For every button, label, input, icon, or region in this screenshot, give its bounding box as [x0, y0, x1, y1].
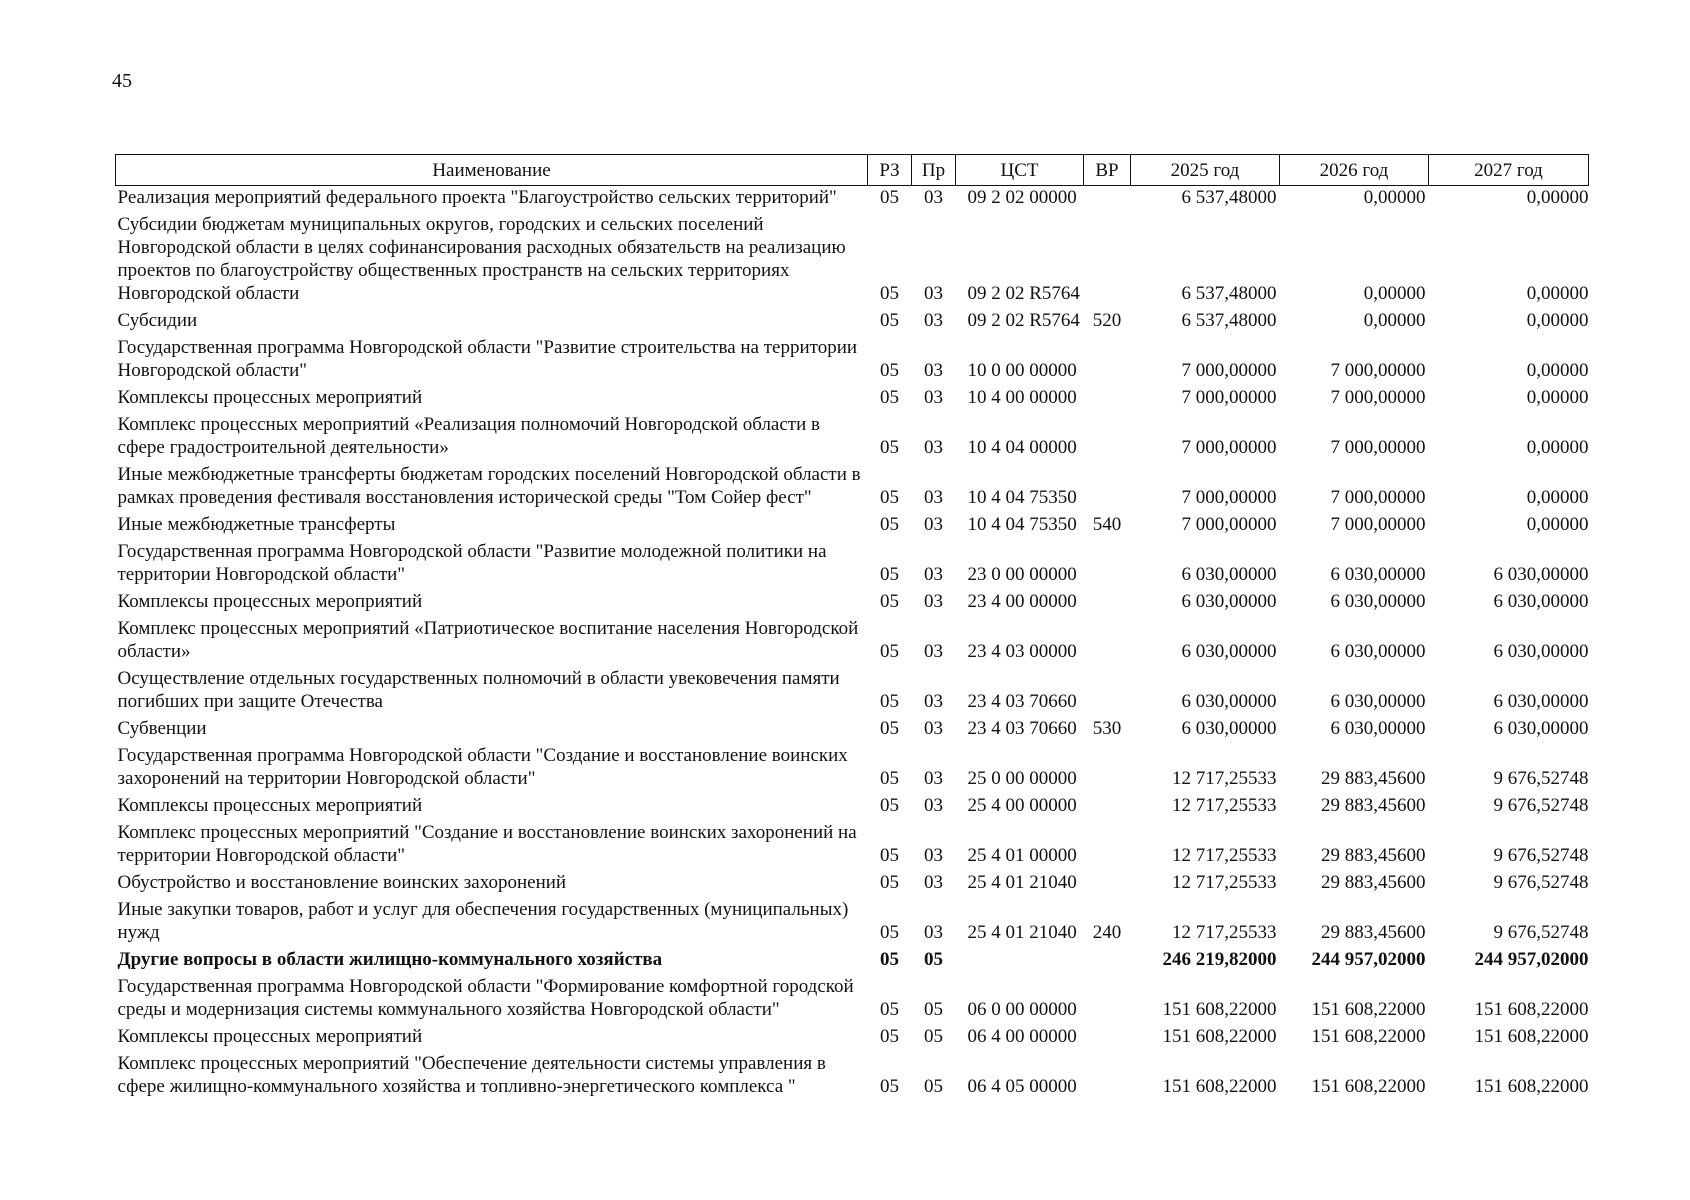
row-vr-cell: 520: [1092, 310, 1122, 331]
row-2026-cell: 29 883,45600: [1321, 872, 1426, 893]
row-cst-cell: 25 4 01 21040: [967, 872, 1077, 893]
row-name-cell: Государственная программа Новгородской области "Развитие строительства на территории Новгородской области": [117, 337, 858, 381]
row-pr-cell: 03: [924, 360, 943, 381]
row-cst-cell: 10 0 00 00000: [967, 360, 1077, 381]
row-2026-cell: 0,00000: [1363, 187, 1426, 208]
row-vr-cell: [1084, 744, 1131, 794]
row-name-cell: Субсидии: [117, 310, 198, 331]
row-2025-cell: 151 608,22000: [1162, 1026, 1277, 1047]
row-2025-cell: 12 717,25533: [1172, 922, 1277, 943]
row-name-cell: Государственная программа Новгородской области "Создание и восстановление воинских захоронений на территории Новгородской области": [117, 745, 848, 789]
row-2025-cell: 12 717,25533: [1172, 795, 1277, 816]
row-cst-cell: 10 4 04 75350: [967, 487, 1077, 508]
table-row: [116, 617, 1589, 667]
row-cst-cell: 06 0 00 00000: [967, 999, 1077, 1020]
row-2027-cell: 6 030,00000: [1493, 718, 1589, 739]
row-2026-cell: 6 030,00000: [1330, 591, 1426, 612]
row-2025-cell: 6 030,00000: [1181, 718, 1277, 739]
row-name-cell: Комплексы процессных мероприятий: [117, 387, 423, 408]
row-pr-cell: 03: [924, 564, 943, 585]
row-2027-cell: 9 676,52748: [1493, 795, 1589, 816]
row-2026-cell: 29 883,45600: [1321, 768, 1426, 789]
row-2026-cell: 7 000,00000: [1330, 387, 1426, 408]
row-name-cell: Осуществление отдельных государственных полномочий в области увековечения памяти погибших при защите Отечества: [117, 668, 840, 712]
row-vr-cell: [1084, 413, 1131, 463]
row-rz-cell: 05: [880, 922, 899, 943]
header-2026: 2026 год: [1280, 155, 1429, 186]
row-2026-cell: 29 883,45600: [1321, 922, 1426, 943]
row-2026-cell: 7 000,00000: [1330, 360, 1426, 381]
row-2025-cell: 7 000,00000: [1181, 387, 1277, 408]
row-2025-cell: 246 219,82000: [1162, 949, 1277, 970]
table-row: [116, 667, 1589, 717]
row-2025-cell: 6 537,48000: [1181, 310, 1277, 331]
row-2025-cell: 7 000,00000: [1181, 487, 1277, 508]
row-vr-cell: [1084, 186, 1131, 214]
table-row: [116, 413, 1589, 463]
row-pr-cell: 03: [924, 845, 943, 866]
row-2027-cell: 6 030,00000: [1493, 691, 1589, 712]
row-2026-cell: 151 608,22000: [1311, 1076, 1426, 1097]
table-row: [116, 948, 1589, 975]
row-cst-cell: 09 2 02 R5764: [967, 283, 1080, 304]
row-vr-cell: [1084, 540, 1131, 590]
row-2027-cell: 151 608,22000: [1474, 999, 1589, 1020]
row-pr-cell: 03: [924, 487, 943, 508]
row-2026-cell: 6 030,00000: [1330, 691, 1426, 712]
table-row: [116, 717, 1589, 744]
row-cst-cell: 10 4 00 00000: [967, 387, 1077, 408]
row-2027-cell: 9 676,52748: [1493, 872, 1589, 893]
table-row: [116, 898, 1589, 948]
row-2027-cell: 9 676,52748: [1493, 922, 1589, 943]
row-vr-cell: [1084, 1052, 1131, 1102]
row-2027-cell: 0,00000: [1526, 360, 1589, 381]
row-cst-cell: 23 4 03 00000: [967, 641, 1077, 662]
row-2027-cell: 0,00000: [1526, 283, 1589, 304]
row-pr-cell: 03: [924, 437, 943, 458]
header-pr: Пр: [912, 155, 956, 186]
row-vr-cell: [1084, 821, 1131, 871]
row-rz-cell: 05: [880, 768, 899, 789]
row-vr-cell: [1084, 336, 1131, 386]
row-rz-cell: 05: [880, 999, 899, 1020]
row-2026-cell: 29 883,45600: [1321, 795, 1426, 816]
row-cst-cell: 06 4 00 00000: [967, 1026, 1077, 1047]
row-vr-cell: [1084, 213, 1131, 309]
table-row: [116, 871, 1589, 898]
row-cst-cell: 25 4 01 00000: [967, 845, 1077, 866]
row-vr-cell: [1084, 948, 1131, 975]
row-2027-cell: 6 030,00000: [1493, 564, 1589, 585]
row-vr-cell: [1084, 386, 1131, 413]
row-pr-cell: 03: [924, 718, 943, 739]
row-name-cell: Государственная программа Новгородской области "Развитие молодежной политики на территории Новгородской области": [117, 541, 827, 585]
table-body: [116, 186, 1589, 1103]
row-rz-cell: 05: [880, 310, 899, 331]
row-2025-cell: 7 000,00000: [1181, 360, 1277, 381]
row-name-cell: Иные межбюджетные трансферты бюджетам городских поселений Новгородской области в рамках проведения фестиваля восстановления исторической среды "Том Сойер фест": [117, 464, 861, 508]
row-rz-cell: 05: [880, 718, 899, 739]
budget-table: [115, 154, 1589, 1102]
row-pr-cell: 03: [924, 872, 943, 893]
page-number: 45: [112, 70, 132, 92]
row-rz-cell: 05: [880, 187, 899, 208]
row-2025-cell: 151 608,22000: [1162, 999, 1277, 1020]
table-row: [116, 1052, 1589, 1102]
row-name-cell: Субвенции: [117, 718, 207, 739]
row-2026-cell: 29 883,45600: [1321, 845, 1426, 866]
row-2027-cell: 0,00000: [1526, 310, 1589, 331]
row-2025-cell: 12 717,25533: [1172, 768, 1277, 789]
table-row: [116, 386, 1589, 413]
row-name-cell: Обустройство и восстановление воинских захоронений: [117, 872, 567, 893]
row-pr-cell: 03: [924, 514, 943, 535]
row-2026-cell: 7 000,00000: [1330, 437, 1426, 458]
row-vr-cell: [1084, 617, 1131, 667]
row-rz-cell: 05: [880, 845, 899, 866]
row-2025-cell: 7 000,00000: [1181, 514, 1277, 535]
header-rz: РЗ: [868, 155, 912, 186]
row-2025-cell: 6 030,00000: [1181, 641, 1277, 662]
row-2026-cell: 151 608,22000: [1311, 1026, 1426, 1047]
row-name-cell: Реализация мероприятий федерального проекта "Благоустройство сельских территорий": [117, 187, 837, 208]
table-row: [116, 309, 1589, 336]
row-cst-cell: 10 4 04 75350: [967, 514, 1077, 535]
row-2025-cell: 12 717,25533: [1172, 872, 1277, 893]
table-row: [116, 1025, 1589, 1052]
row-pr-cell: 03: [924, 641, 943, 662]
row-2027-cell: 9 676,52748: [1493, 845, 1589, 866]
row-cst-cell: 23 0 00 00000: [967, 564, 1077, 585]
row-pr-cell: 03: [924, 591, 943, 612]
row-2027-cell: 0,00000: [1526, 437, 1589, 458]
row-pr-cell: 03: [924, 310, 943, 331]
table-row: [116, 975, 1589, 1025]
row-cst-cell: 25 0 00 00000: [967, 768, 1077, 789]
row-vr-cell: [1084, 590, 1131, 617]
row-cst-cell: 09 2 02 R5764: [967, 310, 1080, 331]
row-2026-cell: 6 030,00000: [1330, 564, 1426, 585]
row-vr-cell: [1084, 794, 1131, 821]
row-rz-cell: 05: [880, 1076, 899, 1097]
row-name-cell: Комплексы процессных мероприятий: [117, 1026, 423, 1047]
row-rz-cell: 05: [880, 487, 899, 508]
row-rz-cell: 05: [880, 1026, 899, 1047]
row-rz-cell: 05: [880, 949, 899, 970]
row-rz-cell: 05: [880, 437, 899, 458]
row-rz-cell: 05: [880, 641, 899, 662]
row-2027-cell: 244 957,02000: [1474, 949, 1589, 970]
row-2027-cell: 151 608,22000: [1474, 1076, 1589, 1097]
row-2025-cell: 6 030,00000: [1181, 564, 1277, 585]
row-vr-cell: [1084, 463, 1131, 513]
table-row: [116, 794, 1589, 821]
row-vr-cell: [1084, 871, 1131, 898]
row-pr-cell: 05: [924, 999, 943, 1020]
row-name-cell: Комплекс процессных мероприятий «Патриотическое воспитание населения Новгородской области»: [117, 618, 859, 662]
table-row: [116, 213, 1589, 309]
row-cst-cell: 23 4 03 70660: [967, 691, 1077, 712]
row-2026-cell: 244 957,02000: [1311, 949, 1426, 970]
table-row: [116, 744, 1589, 794]
row-pr-cell: 03: [924, 795, 943, 816]
row-rz-cell: 05: [880, 872, 899, 893]
row-rz-cell: 05: [880, 283, 899, 304]
row-cst-cell: 23 4 00 00000: [967, 591, 1077, 612]
row-2027-cell: 0,00000: [1526, 387, 1589, 408]
row-2026-cell: 0,00000: [1363, 283, 1426, 304]
row-2026-cell: 0,00000: [1363, 310, 1426, 331]
row-2027-cell: 6 030,00000: [1493, 591, 1589, 612]
row-pr-cell: 05: [924, 949, 943, 970]
row-vr-cell: 540: [1092, 514, 1122, 535]
header-2027: 2027 год: [1429, 155, 1589, 186]
row-pr-cell: 03: [924, 768, 943, 789]
header-2025: 2025 год: [1131, 155, 1280, 186]
table-row: [116, 590, 1589, 617]
table-row: [116, 463, 1589, 513]
row-pr-cell: 03: [924, 691, 943, 712]
row-cst-cell: [956, 948, 1084, 975]
row-pr-cell: 03: [924, 283, 943, 304]
row-cst-cell: 09 2 02 00000: [967, 187, 1077, 208]
row-name-cell: Комплексы процессных мероприятий: [117, 591, 423, 612]
row-pr-cell: 05: [924, 1026, 943, 1047]
row-2027-cell: 0,00000: [1526, 187, 1589, 208]
row-rz-cell: 05: [880, 591, 899, 612]
row-2026-cell: 6 030,00000: [1330, 718, 1426, 739]
row-name-cell: Государственная программа Новгородской области "Формирование комфортной городской среды и модернизация системы коммунального хозяйства Новгородской области": [117, 976, 854, 1020]
table-row: [116, 540, 1589, 590]
row-name-cell: Комплекс процессных мероприятий «Реализация полномочий Новгородской области в сфере градостроительной деятельности»: [117, 414, 820, 458]
row-rz-cell: 05: [880, 795, 899, 816]
row-vr-cell: 530: [1092, 718, 1122, 739]
row-2025-cell: 151 608,22000: [1162, 1076, 1277, 1097]
row-2027-cell: 0,00000: [1526, 514, 1589, 535]
row-rz-cell: 05: [880, 691, 899, 712]
row-cst-cell: 10 4 04 00000: [967, 437, 1077, 458]
row-2025-cell: 6 537,48000: [1181, 283, 1277, 304]
row-vr-cell: [1084, 975, 1131, 1025]
row-name-cell: Другие вопросы в области жилищно-коммунального хозяйства: [117, 949, 663, 970]
row-name-cell: Комплексы процессных мероприятий: [117, 795, 423, 816]
table-row: [116, 336, 1589, 386]
header-name: Наименование: [116, 155, 868, 186]
row-name-cell: Субсидии бюджетам муниципальных округов, городских и сельских поселений Новгородской области в целях софинансирования расходных обязательств на реализацию проектов по благоустройству общественных пространств на сельских территориях Новгородской области: [117, 214, 846, 304]
row-name-cell: Иные закупки товаров, работ и услуг для обеспечения государственных (муниципальных) нужд: [117, 899, 849, 943]
row-name-cell: Комплекс процессных мероприятий "Создание и восстановление воинских захоронений на территории Новгородской области": [117, 822, 857, 866]
row-rz-cell: 05: [880, 387, 899, 408]
row-rz-cell: 05: [880, 564, 899, 585]
row-2026-cell: 7 000,00000: [1330, 487, 1426, 508]
table-header-row: [116, 155, 1589, 186]
row-2025-cell: 6 030,00000: [1181, 591, 1277, 612]
header-vr: ВР: [1084, 155, 1131, 186]
table-row: [116, 513, 1589, 540]
row-2025-cell: 6 030,00000: [1181, 691, 1277, 712]
table-row: [116, 821, 1589, 871]
row-2025-cell: 6 537,48000: [1181, 187, 1277, 208]
row-cst-cell: 25 4 00 00000: [967, 795, 1077, 816]
row-2027-cell: 151 608,22000: [1474, 1026, 1589, 1047]
row-vr-cell: [1084, 667, 1131, 717]
row-2026-cell: 6 030,00000: [1330, 641, 1426, 662]
row-rz-cell: 05: [880, 514, 899, 535]
row-2025-cell: 12 717,25533: [1172, 845, 1277, 866]
row-pr-cell: 03: [924, 187, 943, 208]
row-2026-cell: 151 608,22000: [1311, 999, 1426, 1020]
row-pr-cell: 05: [924, 1076, 943, 1097]
table-row: [116, 186, 1589, 214]
row-vr-cell: [1084, 1025, 1131, 1052]
row-rz-cell: 05: [880, 360, 899, 381]
row-name-cell: Иные межбюджетные трансферты: [117, 514, 396, 535]
row-cst-cell: 25 4 01 21040: [967, 922, 1077, 943]
row-2027-cell: 9 676,52748: [1493, 768, 1589, 789]
header-cst: ЦСТ: [956, 155, 1084, 186]
row-2025-cell: 7 000,00000: [1181, 437, 1277, 458]
row-2026-cell: 7 000,00000: [1330, 514, 1426, 535]
row-cst-cell: 06 4 05 00000: [967, 1076, 1077, 1097]
row-2027-cell: 6 030,00000: [1493, 641, 1589, 662]
row-2027-cell: 0,00000: [1526, 487, 1589, 508]
row-pr-cell: 03: [924, 387, 943, 408]
row-cst-cell: 23 4 03 70660: [967, 718, 1077, 739]
row-vr-cell: 240: [1092, 922, 1122, 943]
row-pr-cell: 03: [924, 922, 943, 943]
row-name-cell: Комплекс процессных мероприятий "Обеспечение деятельности системы управления в сфере жилищно-коммунального хозяйства и топливно-энергетического комплекса ": [117, 1053, 826, 1097]
